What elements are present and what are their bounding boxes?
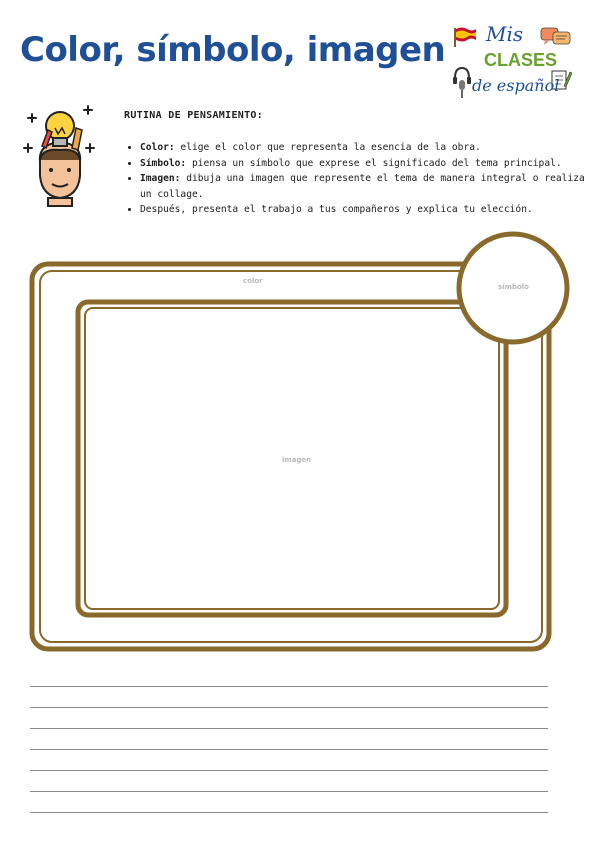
logo-mis: Mis	[486, 22, 524, 46]
logo-clases: CLASES	[484, 50, 558, 70]
writing-line[interactable]	[30, 749, 548, 750]
symbol-label: símbolo	[498, 283, 529, 291]
writing-line[interactable]	[30, 686, 548, 687]
routine-text: Después, presenta el trabajo a tus compañeros y explica tu elección.	[140, 204, 533, 215]
image-label: imagen	[282, 456, 312, 464]
writing-line[interactable]	[30, 728, 548, 729]
writing-line[interactable]	[30, 791, 548, 792]
logo-espanol: de español	[472, 76, 560, 95]
routine-text: piensa un símbolo que exprese el significado del tema principal.	[186, 157, 562, 169]
writing-line[interactable]	[30, 812, 548, 813]
writing-line[interactable]	[30, 707, 548, 708]
routine-text: dibuja una imagen que represente el tema de manera integral o realiza un collage.	[140, 173, 585, 200]
page-title: Color, símbolo, imagen	[20, 30, 446, 70]
routine-text: elige el color que representa la esencia de la obra.	[174, 142, 481, 153]
routine-term: Color:	[140, 142, 175, 153]
writing-line[interactable]	[30, 770, 548, 771]
routine-heading: RUTINA DE PENSAMIENTO:	[124, 110, 264, 121]
routine-term: Símbolo:	[140, 157, 187, 169]
color-label: color	[243, 277, 263, 285]
routine-term: Imagen:	[140, 173, 181, 184]
